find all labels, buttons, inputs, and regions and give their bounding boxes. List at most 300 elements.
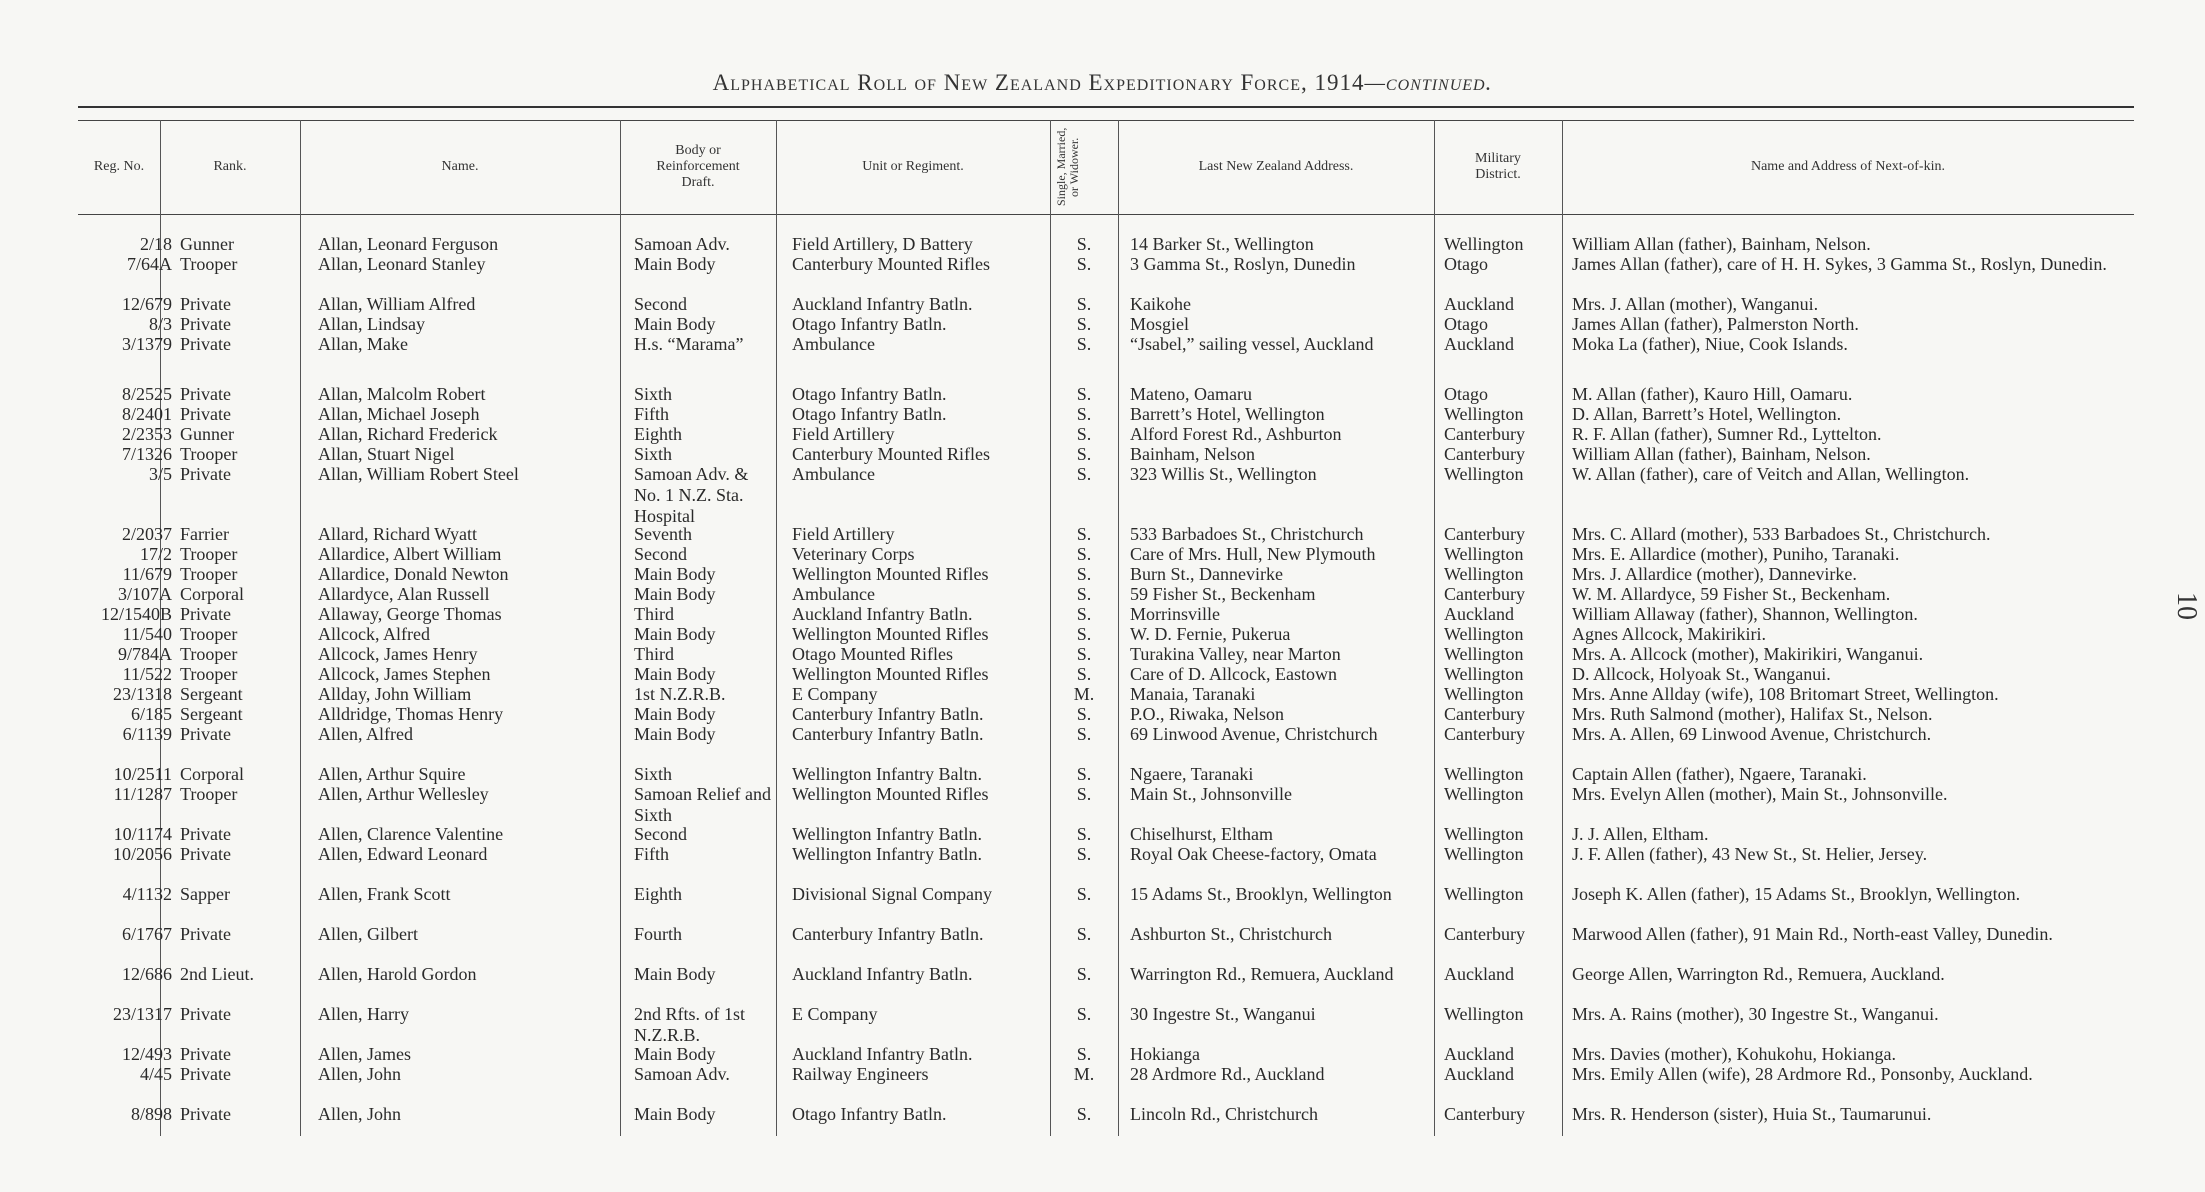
cell-name: Allen, Harry <box>318 1004 409 1024</box>
column-divider <box>300 120 301 1136</box>
cell-draft: Eighth <box>634 424 682 444</box>
cell-unit: Otago Infantry Batln. <box>792 314 947 334</box>
cell-dist: Auckland <box>1444 334 1514 354</box>
cell-name: Allan, William Alfred <box>318 294 476 314</box>
cell-rank: Sergeant <box>180 704 243 724</box>
header-district: Military District. <box>1475 151 1521 182</box>
cell-name: Allaway, George Thomas <box>318 604 502 624</box>
cell-kin: Mrs. A. Allen, 69 Linwood Avenue, Christchurch. <box>1572 724 1932 744</box>
cell-sm: S. <box>1076 844 1092 864</box>
cell-addr: Turakina Valley, near Marton <box>1130 644 1341 664</box>
cell-addr: Alford Forest Rd., Ashburton <box>1130 424 1342 444</box>
cell-name: Allen, Edward Leonard <box>318 844 488 864</box>
cell-sm: S. <box>1076 254 1092 274</box>
cell-sm: S. <box>1076 384 1092 404</box>
cell-draft: H.s. “Marama” <box>634 334 744 354</box>
cell-kin: Mrs. Anne Allday (wife), 108 Britomart Street, Wellington. <box>1572 684 1999 704</box>
cell-reg: 12/1540B <box>100 604 172 624</box>
cell-reg: 2/2037 <box>121 524 172 544</box>
cell-dist: Canterbury <box>1444 524 1525 544</box>
cell-name: Allen, Alfred <box>318 724 413 744</box>
cell-addr: 3 Gamma St., Roslyn, Dunedin <box>1130 254 1356 274</box>
cell-sm: S. <box>1076 784 1092 804</box>
cell-addr: Ashburton St., Christchurch <box>1130 924 1332 944</box>
cell-draft: Main Body <box>634 564 716 584</box>
cell-unit: Otago Infantry Batln. <box>792 404 947 424</box>
cell-reg: 8/2525 <box>121 384 172 404</box>
cell-reg: 3/5 <box>148 464 172 484</box>
cell-addr: P.O., Riwaka, Nelson <box>1130 704 1284 724</box>
cell-unit: Field Artillery, D Battery <box>792 234 973 254</box>
top-rule <box>78 106 2134 108</box>
cell-unit: Wellington Mounted Rifles <box>792 784 989 804</box>
cell-addr: Manaia, Taranaki <box>1130 684 1256 704</box>
cell-dist: Canterbury <box>1444 1104 1525 1124</box>
cell-unit: Auckland Infantry Batln. <box>792 964 973 984</box>
page-title: Alphabetical Roll of New Zealand Expeditionary Force, 1914—continued. <box>712 70 1493 95</box>
cell-sm: S. <box>1076 524 1092 544</box>
cell-sm: S. <box>1076 544 1092 564</box>
cell-sm: S. <box>1076 644 1092 664</box>
cell-kin: William Allan (father), Bainham, Nelson. <box>1572 444 1871 464</box>
header-top-rule <box>78 120 2134 121</box>
cell-reg: 12/686 <box>121 964 172 984</box>
cell-name: Allardice, Donald Newton <box>318 564 509 584</box>
cell-draft: Samoan Adv. <box>634 234 730 254</box>
cell-name: Allan, William Robert Steel <box>318 464 519 484</box>
cell-sm: S. <box>1076 234 1092 254</box>
cell-unit: Wellington Mounted Rifles <box>792 564 989 584</box>
cell-sm: S. <box>1076 664 1092 684</box>
cell-kin: Marwood Allen (father), 91 Main Rd., North-east Valley, Dunedin. <box>1572 924 2053 944</box>
cell-unit: Canterbury Mounted Rifles <box>792 444 990 464</box>
cell-name: Allen, Clarence Valentine <box>318 824 504 844</box>
cell-draft: Samoan Adv. <box>634 1064 730 1084</box>
cell-unit: Canterbury Infantry Batln. <box>792 924 984 944</box>
cell-unit: Auckland Infantry Batln. <box>792 1044 973 1064</box>
cell-addr: Chiselhurst, Eltham <box>1130 824 1273 844</box>
header-unit: Unit or Regiment. <box>862 159 964 174</box>
cell-unit: Ambulance <box>792 334 875 354</box>
cell-reg: 6/1139 <box>122 724 172 744</box>
cell-reg: 3/107A <box>118 584 172 604</box>
cell-sm: S. <box>1076 724 1092 744</box>
cell-addr: Kaikohe <box>1130 294 1191 314</box>
cell-draft: Fifth <box>634 844 670 864</box>
cell-reg: 10/2511 <box>113 764 172 784</box>
cell-rank: Private <box>180 1044 231 1064</box>
cell-name: Allen, Gilbert <box>318 924 418 944</box>
cell-addr: 30 Ingestre St., Wanganui <box>1130 1004 1316 1024</box>
header-rank: Rank. <box>213 159 247 174</box>
cell-reg: 11/1287 <box>113 784 172 804</box>
cell-kin: George Allen, Warrington Rd., Remuera, Auckland. <box>1572 964 1945 984</box>
cell-name: Allen, Arthur Wellesley <box>318 784 489 804</box>
cell-rank: Private <box>180 294 231 314</box>
cell-unit: Wellington Infantry Baltn. <box>792 764 983 784</box>
cell-name: Alldridge, Thomas Henry <box>318 704 504 724</box>
cell-dist: Auckland <box>1444 1044 1514 1064</box>
cell-sm: S. <box>1076 924 1092 944</box>
cell-unit: E Company <box>792 684 878 704</box>
cell-rank: Trooper <box>180 564 238 584</box>
column-divider <box>1562 120 1563 1136</box>
cell-draft: Sixth <box>634 384 673 404</box>
cell-unit: Otago Infantry Batln. <box>792 1104 947 1124</box>
cell-reg: 8/2401 <box>121 404 172 424</box>
cell-dist: Wellington <box>1444 824 1524 844</box>
cell-kin: Captain Allen (father), Ngaere, Taranaki. <box>1572 764 1867 784</box>
cell-addr: Bainham, Nelson <box>1130 444 1255 464</box>
cell-reg: 2/18 <box>139 234 172 254</box>
cell-kin: W. M. Allardyce, 59 Fisher St., Beckenham. <box>1572 584 1891 604</box>
cell-addr: Care of Mrs. Hull, New Plymouth <box>1130 544 1376 564</box>
cell-name: Allen, Arthur Squire <box>318 764 466 784</box>
cell-name: Allardyce, Alan Russell <box>318 584 490 604</box>
cell-addr: Care of D. Allcock, Eastown <box>1130 664 1337 684</box>
cell-sm: S. <box>1076 1004 1092 1024</box>
cell-dist: Auckland <box>1444 1064 1514 1084</box>
cell-kin: Moka La (father), Niue, Cook Islands. <box>1572 334 1848 354</box>
cell-rank: Private <box>180 1004 231 1024</box>
cell-sm: S. <box>1076 464 1092 484</box>
cell-name: Allardice, Albert William <box>318 544 502 564</box>
cell-kin: Mrs. A. Rains (mother), 30 Ingestre St., Wanganui. <box>1572 1004 1939 1024</box>
cell-name: Allan, Michael Joseph <box>318 404 480 424</box>
header-status: Single, Married, or Widower. <box>1054 127 1081 207</box>
cell-addr: “Jsabel,” sailing vessel, Auckland <box>1130 334 1374 354</box>
cell-draft: Sixth <box>634 764 673 784</box>
cell-rank: Trooper <box>180 664 238 684</box>
cell-reg: 4/45 <box>139 1064 172 1084</box>
cell-reg: 4/1132 <box>122 884 172 904</box>
cell-draft: Main Body <box>634 964 716 984</box>
cell-unit: Divisional Signal Company <box>792 884 992 904</box>
cell-sm: M. <box>1073 684 1095 704</box>
cell-reg: 3/1379 <box>121 334 172 354</box>
cell-dist: Auckland <box>1444 604 1514 624</box>
cell-reg: 12/493 <box>121 1044 172 1064</box>
cell-name: Allen, John <box>318 1104 401 1124</box>
header-next-of-kin: Name and Address of Next-of-kin. <box>1750 159 1945 174</box>
cell-name: Allcock, James Stephen <box>318 664 491 684</box>
cell-dist: Canterbury <box>1444 444 1525 464</box>
cell-rank: Private <box>180 604 231 624</box>
cell-draft: Eighth <box>634 884 682 904</box>
cell-unit: Field Artillery <box>792 524 895 544</box>
cell-sm: S. <box>1076 1044 1092 1064</box>
cell-kin: Mrs. C. Allard (mother), 533 Barbadoes St., Christchurch. <box>1572 524 1991 544</box>
page-number: 10 <box>2171 592 2202 620</box>
cell-rank: Sergeant <box>180 684 243 704</box>
cell-rank: Corporal <box>180 764 244 784</box>
cell-addr: Morrinsville <box>1130 604 1220 624</box>
cell-draft: Samoan Adv. & No. 1 N.Z. Sta. Hospital <box>634 464 749 526</box>
cell-addr: 28 Ardmore Rd., Auckland <box>1130 1064 1325 1084</box>
cell-rank: Gunner <box>180 234 234 254</box>
cell-addr: W. D. Fernie, Pukerua <box>1130 624 1291 644</box>
cell-kin: D. Allcock, Holyoak St., Wanganui. <box>1572 664 1831 684</box>
cell-reg: 11/540 <box>122 624 172 644</box>
cell-rank: Private <box>180 1104 231 1124</box>
cell-unit: E Company <box>792 1004 878 1024</box>
cell-addr: Burn St., Dannevirke <box>1130 564 1283 584</box>
cell-dist: Wellington <box>1444 684 1524 704</box>
cell-kin: Mrs. R. Henderson (sister), Huia St., Taumarunui. <box>1572 1104 1932 1124</box>
cell-kin: Mrs. J. Allardice (mother), Dannevirke. <box>1572 564 1857 584</box>
cell-sm: S. <box>1076 964 1092 984</box>
cell-kin: Mrs. Evelyn Allen (mother), Main St., Johnsonville. <box>1572 784 1948 804</box>
cell-dist: Wellington <box>1444 764 1524 784</box>
cell-reg: 8/3 <box>148 314 172 334</box>
cell-dist: Auckland <box>1444 964 1514 984</box>
cell-dist: Canterbury <box>1444 724 1525 744</box>
cell-draft: Fifth <box>634 404 670 424</box>
cell-rank: Private <box>180 334 231 354</box>
cell-kin: James Allan (father), care of H. H. Sykes, 3 Gamma St., Roslyn, Dunedin. <box>1572 254 2107 274</box>
cell-draft: Main Body <box>634 254 716 274</box>
cell-reg: 2/2353 <box>121 424 172 444</box>
cell-kin: Mrs. Emily Allen (wife), 28 Ardmore Rd., Ponsonby, Auckland. <box>1572 1064 2033 1084</box>
cell-dist: Canterbury <box>1444 424 1525 444</box>
column-divider <box>776 120 777 1136</box>
cell-unit: Veterinary Corps <box>792 544 915 564</box>
cell-sm: S. <box>1076 334 1092 354</box>
cell-reg: 17/2 <box>139 544 172 564</box>
cell-reg: 6/1767 <box>121 924 172 944</box>
cell-draft: Samoan Relief and Sixth <box>634 784 771 825</box>
cell-addr: Royal Oak Cheese-factory, Omata <box>1130 844 1377 864</box>
cell-name: Allan, Malcolm Robert <box>318 384 486 404</box>
cell-name: Allan, Make <box>318 334 408 354</box>
cell-reg: 11/522 <box>122 664 172 684</box>
cell-kin: M. Allan (father), Kauro Hill, Oamaru. <box>1572 384 1853 404</box>
cell-dist: Wellington <box>1444 844 1524 864</box>
cell-draft: Main Body <box>634 584 716 604</box>
cell-name: Allen, John <box>318 1064 401 1084</box>
cell-draft: Second <box>634 294 687 314</box>
cell-name: Allday, John William <box>318 684 472 704</box>
cell-reg: 23/1317 <box>112 1004 172 1024</box>
cell-sm: S. <box>1076 884 1092 904</box>
cell-dist: Auckland <box>1444 294 1514 314</box>
cell-addr: Ngaere, Taranaki <box>1130 764 1254 784</box>
cell-rank: Private <box>180 1064 231 1084</box>
cell-draft: Main Body <box>634 704 716 724</box>
column-divider <box>1434 120 1435 1136</box>
header-status-cell <box>1050 122 1086 212</box>
cell-rank: Private <box>180 824 231 844</box>
cell-kin: William Allaway (father), Shannon, Wellington. <box>1572 604 1918 624</box>
cell-kin: Agnes Allcock, Makirikiri. <box>1572 624 1766 644</box>
cell-unit: Canterbury Infantry Batln. <box>792 724 984 744</box>
cell-draft: 2nd Rfts. of 1st N.Z.R.B. <box>634 1004 746 1045</box>
cell-sm: S. <box>1076 624 1092 644</box>
cell-reg: 10/1174 <box>113 824 172 844</box>
cell-kin: William Allan (father), Bainham, Nelson. <box>1572 234 1871 254</box>
cell-rank: Trooper <box>180 784 238 804</box>
cell-unit: Otago Mounted Rifles <box>792 644 953 664</box>
cell-draft: Second <box>634 544 687 564</box>
cell-rank: Farrier <box>180 524 229 544</box>
cell-sm: M. <box>1073 1064 1095 1084</box>
cell-sm: S. <box>1076 294 1092 314</box>
page-title-suffix: —continued. <box>1364 70 1493 95</box>
header-reg-no: Reg. No. <box>93 159 145 174</box>
cell-dist: Wellington <box>1444 564 1524 584</box>
cell-rank: Private <box>180 384 231 404</box>
cell-kin: Mrs. J. Allan (mother), Wanganui. <box>1572 294 1819 314</box>
cell-draft: Main Body <box>634 314 716 334</box>
cell-name: Allan, Leonard Stanley <box>318 254 486 274</box>
cell-draft: Seventh <box>634 524 692 544</box>
cell-kin: Joseph K. Allen (father), 15 Adams St., Brooklyn, Wellington. <box>1572 884 2021 904</box>
cell-reg: 6/185 <box>130 704 172 724</box>
cell-dist: Canterbury <box>1444 704 1525 724</box>
cell-draft: Main Body <box>634 724 716 744</box>
cell-kin: Mrs. Davies (mother), Kohukohu, Hokianga. <box>1572 1044 1896 1064</box>
cell-dist: Wellington <box>1444 884 1524 904</box>
cell-kin: Mrs. Ruth Salmond (mother), Halifax St., Nelson. <box>1572 704 1933 724</box>
cell-dist: Otago <box>1444 254 1488 274</box>
cell-dist: Wellington <box>1444 664 1524 684</box>
cell-rank: Private <box>180 844 231 864</box>
cell-rank: Gunner <box>180 424 234 444</box>
cell-unit: Wellington Infantry Batln. <box>792 844 983 864</box>
cell-rank: Private <box>180 314 231 334</box>
column-divider <box>620 120 621 1136</box>
cell-addr: 59 Fisher St., Beckenham <box>1130 584 1316 604</box>
cell-dist: Wellington <box>1444 784 1524 804</box>
cell-kin: J. J. Allen, Eltham. <box>1572 824 1709 844</box>
cell-sm: S. <box>1076 404 1092 424</box>
cell-reg: 23/1318 <box>112 684 172 704</box>
cell-draft: Second <box>634 824 687 844</box>
cell-dist: Wellington <box>1444 644 1524 664</box>
header-bottom-rule <box>78 214 2134 215</box>
cell-rank: Private <box>180 724 231 744</box>
cell-rank: Trooper <box>180 254 238 274</box>
cell-draft: 1st N.Z.R.B. <box>634 684 726 704</box>
cell-name: Allen, Frank Scott <box>318 884 451 904</box>
cell-rank: Trooper <box>180 624 238 644</box>
cell-sm: S. <box>1076 424 1092 444</box>
cell-sm: S. <box>1076 764 1092 784</box>
cell-addr: 323 Willis St., Wellington <box>1130 464 1317 484</box>
cell-kin: J. F. Allen (father), 43 New St., St. Helier, Jersey. <box>1572 844 1928 864</box>
cell-sm: S. <box>1076 704 1092 724</box>
cell-addr: Mateno, Oamaru <box>1130 384 1252 404</box>
cell-draft: Third <box>634 604 674 624</box>
cell-sm: S. <box>1076 604 1092 624</box>
cell-dist: Canterbury <box>1444 584 1525 604</box>
cell-draft: Third <box>634 644 674 664</box>
cell-unit: Wellington Mounted Rifles <box>792 624 989 644</box>
cell-dist: Otago <box>1444 384 1488 404</box>
cell-rank: Trooper <box>180 444 238 464</box>
cell-dist: Wellington <box>1444 1004 1524 1024</box>
cell-reg: 7/1326 <box>121 444 172 464</box>
cell-draft: Main Body <box>634 1104 716 1124</box>
cell-kin: James Allan (father), Palmerston North. <box>1572 314 1859 334</box>
cell-unit: Auckland Infantry Batln. <box>792 294 973 314</box>
cell-reg: 11/679 <box>122 564 172 584</box>
cell-reg: 10/2056 <box>112 844 172 864</box>
header-draft: Body or Reinforcement Draft. <box>656 143 740 190</box>
cell-addr: Barrett’s Hotel, Wellington <box>1130 404 1325 424</box>
cell-sm: S. <box>1076 314 1092 334</box>
cell-reg: 7/64A <box>127 254 172 274</box>
cell-dist: Canterbury <box>1444 924 1525 944</box>
cell-addr: Hokianga <box>1130 1044 1200 1064</box>
header-name: Name. <box>441 159 479 174</box>
cell-name: Allen, Harold Gordon <box>318 964 477 984</box>
cell-unit: Auckland Infantry Batln. <box>792 604 973 624</box>
cell-unit: Wellington Infantry Batln. <box>792 824 983 844</box>
cell-unit: Canterbury Infantry Batln. <box>792 704 984 724</box>
cell-addr: Main St., Johnsonville <box>1130 784 1293 804</box>
cell-kin: Mrs. A. Allcock (mother), Makirikiri, Wanganui. <box>1572 644 1924 664</box>
cell-sm: S. <box>1076 824 1092 844</box>
cell-kin: R. F. Allan (father), Sumner Rd., Lyttelton. <box>1572 424 1882 444</box>
cell-rank: Private <box>180 464 231 484</box>
cell-addr: 15 Adams St., Brooklyn, Wellington <box>1130 884 1392 904</box>
cell-rank: Private <box>180 404 231 424</box>
cell-dist: Wellington <box>1444 404 1524 424</box>
cell-kin: Mrs. E. Allardice (mother), Puniho, Taranaki. <box>1572 544 1900 564</box>
cell-kin: D. Allan, Barrett’s Hotel, Wellington. <box>1572 404 1842 424</box>
cell-name: Allan, Richard Frederick <box>318 424 498 444</box>
cell-rank: 2nd Lieut. <box>180 964 254 984</box>
cell-unit: Field Artillery <box>792 424 895 444</box>
cell-dist: Wellington <box>1444 234 1524 254</box>
cell-sm: S. <box>1076 1104 1092 1124</box>
cell-addr: Lincoln Rd., Christchurch <box>1130 1104 1318 1124</box>
cell-rank: Trooper <box>180 644 238 664</box>
cell-addr: Warrington Rd., Remuera, Auckland <box>1130 964 1394 984</box>
cell-dist: Wellington <box>1444 624 1524 644</box>
cell-draft: Main Body <box>634 1044 716 1064</box>
cell-unit: Ambulance <box>792 464 875 484</box>
cell-dist: Otago <box>1444 314 1488 334</box>
cell-unit: Railway Engineers <box>792 1064 929 1084</box>
cell-name: Allcock, James Henry <box>318 644 478 664</box>
cell-sm: S. <box>1076 584 1092 604</box>
cell-sm: S. <box>1076 564 1092 584</box>
cell-name: Allan, Leonard Ferguson <box>318 234 499 254</box>
cell-unit: Otago Infantry Batln. <box>792 384 947 404</box>
cell-reg: 9/784A <box>118 644 172 664</box>
cell-kin: W. Allan (father), care of Veitch and Allan, Wellington. <box>1572 464 1970 484</box>
cell-draft: Sixth <box>634 444 673 464</box>
cell-addr: 533 Barbadoes St., Christchurch <box>1130 524 1364 544</box>
column-divider <box>1118 120 1119 1136</box>
cell-name: Allard, Richard Wyatt <box>318 524 478 544</box>
cell-addr: 69 Linwood Avenue, Christchurch <box>1130 724 1378 744</box>
cell-addr: Mosgiel <box>1130 314 1190 334</box>
cell-rank: Private <box>180 924 231 944</box>
cell-rank: Trooper <box>180 544 238 564</box>
cell-draft: Fourth <box>634 924 683 944</box>
cell-name: Allen, James <box>318 1044 411 1064</box>
cell-draft: Main Body <box>634 624 716 644</box>
cell-sm: S. <box>1076 444 1092 464</box>
cell-unit: Ambulance <box>792 584 875 604</box>
cell-draft: Main Body <box>634 664 716 684</box>
cell-unit: Canterbury Mounted Rifles <box>792 254 990 274</box>
cell-dist: Wellington <box>1444 464 1524 484</box>
cell-reg: 12/679 <box>121 294 172 314</box>
